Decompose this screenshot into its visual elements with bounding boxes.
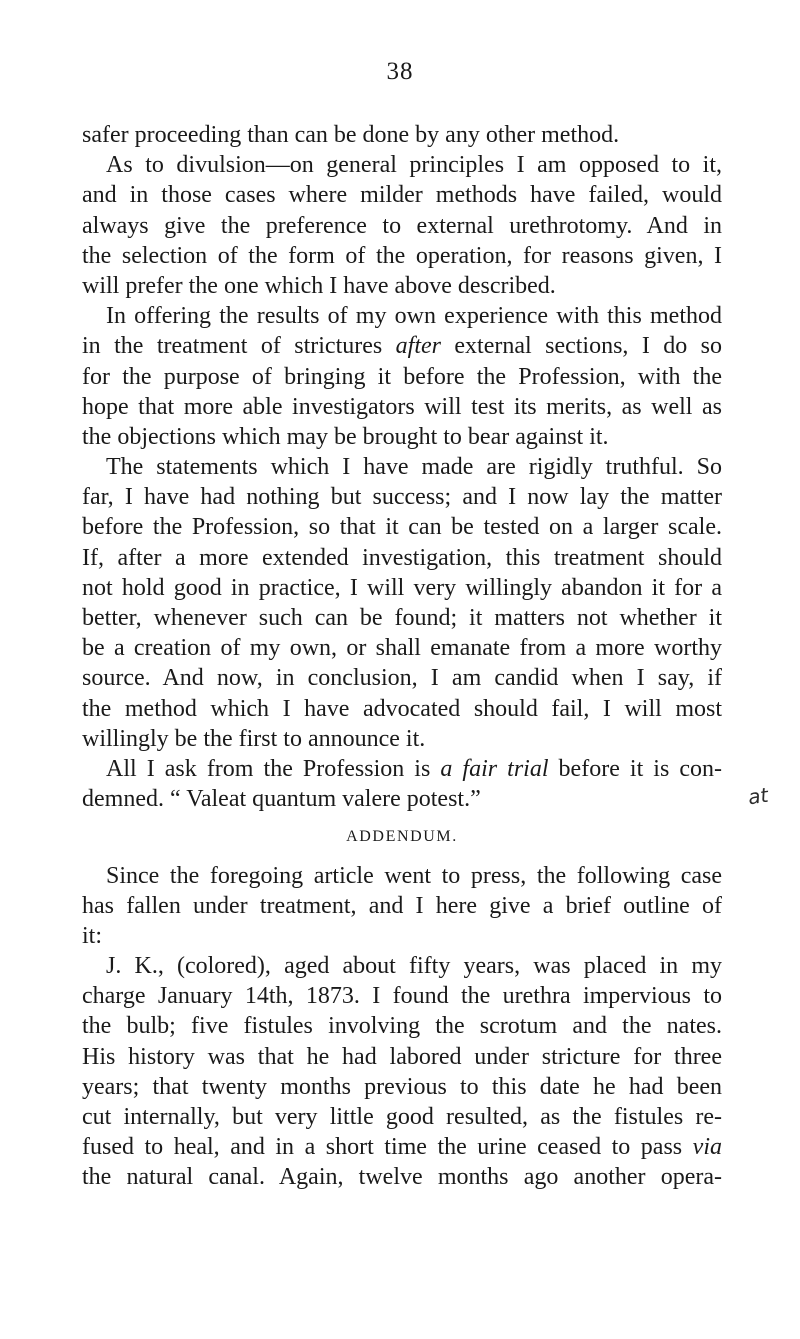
line-text: His history was that he had labored under stricture for three — [82, 1043, 722, 1070]
body-text — [82, 120, 722, 1193]
line-text: Since the foregoing article went to press, the following case — [106, 862, 722, 889]
page-number: 38 — [386, 58, 414, 85]
text-line — [82, 1102, 722, 1132]
line-text: willingly be the first to announce it. — [82, 725, 426, 752]
line-text: the objections which may be brought to bear against it. — [82, 423, 609, 450]
line-text-continued: external sections, I do so — [440, 333, 723, 360]
text-line — [82, 362, 722, 392]
text-line — [82, 861, 722, 891]
text-line — [82, 1072, 722, 1102]
line-text: before the Profession, so that it can be tested on a larger scale. — [82, 514, 722, 541]
line-text: cut internally, but very little good resulted, as the fistules re- — [82, 1104, 722, 1130]
text-line — [82, 180, 722, 210]
text-line — [82, 301, 722, 331]
line-text: As to divulsion—on general principles I am opposed to it, — [106, 152, 722, 179]
text-line — [82, 1042, 722, 1072]
line-text: the bulb; five fistules involving the scrotum and the nates. — [82, 1013, 722, 1040]
line-text: far, I have had nothing but success; and I now lay the matter — [82, 484, 722, 511]
text-line — [82, 543, 722, 573]
text-line — [82, 482, 722, 512]
text-line — [82, 754, 722, 784]
text-line — [82, 921, 722, 951]
line-text: source. And now, in conclusion, I am candid when I say, if — [82, 665, 722, 692]
text-line — [82, 951, 722, 981]
line-text: in the treatment of strictures — [82, 333, 396, 360]
text-line — [82, 724, 722, 754]
text-line — [82, 452, 722, 482]
line-text: safer proceeding than can be done by any other method. — [82, 122, 620, 148]
text-line — [82, 1132, 722, 1162]
line-text: the selection of the form of the operation, for reasons given, I — [82, 242, 722, 269]
line-text: fused to heal, and in a short time the urine ceased to pass — [82, 1134, 693, 1161]
italic-text: via — [692, 1134, 722, 1161]
text-line — [82, 150, 722, 180]
line-text: The statements which I have made are rigidly truthful. So — [106, 454, 722, 481]
line-text: ADDENDUM. — [346, 828, 458, 846]
line-text: the natural canal. Again, twelve months ago another opera- — [82, 1164, 722, 1191]
line-text: it: — [82, 922, 103, 949]
text-line — [82, 512, 722, 542]
line-text: hope that more able investigators will test its merits, as well as — [82, 393, 722, 420]
line-text: charge January 14th, 1873. I found the urethra impervious to — [82, 983, 722, 1010]
text-line — [82, 1011, 722, 1041]
line-text: All I ask from the Profession is — [106, 755, 441, 782]
italic-text: a fair trial — [440, 755, 549, 782]
text-line — [82, 1162, 722, 1192]
section-heading — [82, 822, 722, 852]
text-line — [82, 694, 722, 724]
text-line — [82, 120, 722, 150]
line-text: better, whenever such can be found; it matters not whether it — [82, 605, 722, 631]
line-text: If, after a more extended investigation, this treatment should — [82, 544, 722, 571]
text-line — [82, 241, 722, 271]
line-text: has fallen under treatment, and I here give a brief outline of — [82, 892, 722, 919]
text-line — [82, 573, 722, 603]
text-line — [82, 422, 722, 452]
line-text: be a creation of my own, or shall emanate from a more worthy — [82, 635, 722, 662]
italic-text: after — [395, 333, 441, 360]
text-line — [82, 211, 722, 241]
text-line — [82, 663, 722, 693]
line-text: will prefer the one which I have above described. — [82, 272, 556, 299]
line-text: always give the preference to external urethrotomy. And in — [82, 212, 722, 239]
text-line — [82, 981, 722, 1011]
text-line — [82, 603, 722, 633]
line-text: the method which I have advocated should fail, I will most — [82, 695, 722, 722]
text-line — [82, 392, 722, 422]
line-text: and in those cases where milder methods have failed, would — [82, 182, 722, 209]
text-line — [82, 331, 722, 361]
text-line — [82, 271, 722, 301]
text-line — [82, 891, 722, 921]
text-line — [82, 784, 722, 814]
line-text: for the purpose of bringing it before the Profession, with the — [82, 363, 722, 390]
line-text: demned. “ Valeat quantum valere potest.” — [82, 786, 481, 813]
line-text: J. K., (colored), aged about fifty years, was placed in my — [106, 953, 722, 980]
handwritten-margin-note: at — [746, 782, 770, 810]
line-text-continued: before it is con- — [548, 755, 722, 782]
text-line — [82, 633, 722, 663]
line-text: not hold good in practice, I will very willingly abandon it for a — [82, 574, 722, 601]
line-text: In offering the results of my own experience with this method — [106, 303, 722, 330]
line-text: years; that twenty months previous to this date he had been — [82, 1073, 722, 1100]
